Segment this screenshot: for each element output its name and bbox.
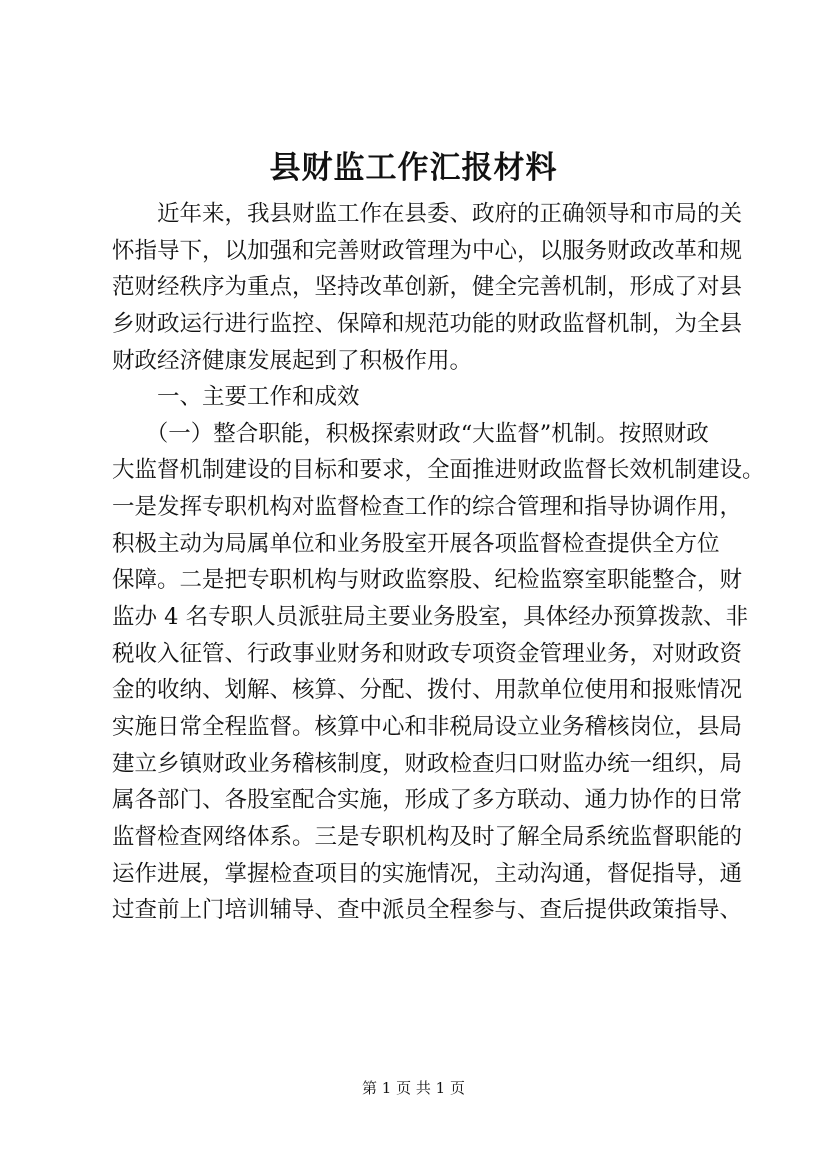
- body-line: 实施日常全程监督。核算中心和非税局设立业务稽核岗位，县局: [112, 713, 743, 740]
- body-line: 建立乡镇财政业务稽核制度，财政检查归口财监办统一组织，局: [112, 750, 743, 777]
- body-line: 怀指导下，以加强和完善财政管理为中心，以服务财政改革和规: [112, 237, 743, 264]
- body-line: 属各部门、各股室配合实施，形成了多方联动、通力协作的日常: [112, 787, 743, 814]
- body-line: 税收入征管、行政事业财务和财政专项资金管理业务，对财政资: [112, 640, 743, 667]
- document-body: [112, 196, 765, 929]
- page-footer: 第 1 页 共 1 页: [362, 1079, 465, 1097]
- body-line: 乡财政运行进行监控、保障和规范功能的财政监督机制，为全县: [112, 310, 743, 337]
- body-line: 监督检查网络体系。三是专职机构及时了解全局系统监督职能的: [112, 823, 743, 850]
- body-line: 过查前上门培训辅导、查中派员全程参与、查后提供政策指导、: [112, 897, 743, 924]
- section-heading: 一、主要工作和成效: [112, 384, 360, 411]
- body-line: 运作进展，掌握检查项目的实施情况，主动沟通，督促指导，通: [112, 860, 743, 887]
- body-line: 监办 4 名专职人员派驻局主要业务股室，具体经办预算拨款、非: [112, 604, 749, 631]
- body-line: 大监督机制建设的目标和要求，全面推进财政监督长效机制建设。: [112, 457, 765, 484]
- body-line: 保障。二是把专职机构与财政监察股、纪检监察室职能整合，财: [112, 567, 743, 594]
- body-line: 积极主动为局属单位和业务股室开展各项监督检查提供全方位: [112, 530, 720, 557]
- body-line: 范财经秩序为重点，坚持改革创新，健全完善机制，形成了对县: [112, 274, 743, 301]
- body-line: 金的收纳、划解、核算、分配、拨付、用款单位使用和报账情况: [112, 677, 743, 704]
- body-line: 近年来，我县财监工作在县委、政府的正确领导和市局的关: [112, 201, 743, 227]
- body-line: （一）整合职能，积极探索财政“大监督”机制。按照财政: [112, 420, 709, 447]
- document-title: 县财监工作汇报材料: [269, 150, 558, 186]
- body-line: 一是发挥专职机构对监督检查工作的综合管理和指导协调作用，: [112, 494, 743, 521]
- body-line: 财政经济健康发展起到了积极作用。: [112, 347, 473, 374]
